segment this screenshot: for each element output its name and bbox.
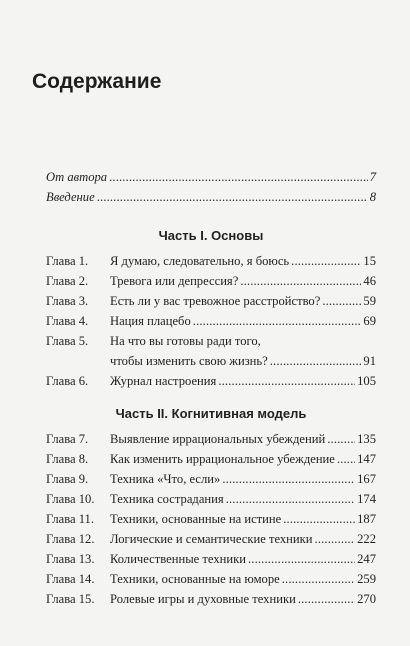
chapter-title: Техника сострадания bbox=[110, 492, 224, 506]
toc-entry-chapter-8[interactable] bbox=[46, 452, 376, 467]
chapter-title: Журнал настроения bbox=[110, 374, 217, 388]
leader-dots bbox=[109, 170, 368, 185]
entry-title: Введение bbox=[46, 190, 95, 204]
leader-dots bbox=[283, 512, 355, 527]
toc-entry-chapter-14[interactable] bbox=[46, 572, 376, 587]
chapter-title: Логические и семантические техники bbox=[110, 532, 313, 546]
toc-entry-chapter-5-continued[interactable] bbox=[110, 354, 376, 369]
leader-dots bbox=[291, 254, 361, 269]
chapter-title: На что вы готовы ради того, bbox=[110, 334, 261, 348]
chapter-page: 46 bbox=[363, 274, 376, 288]
entry-page: 8 bbox=[369, 190, 376, 204]
chapter-title: Техники, основанные на истине bbox=[110, 512, 282, 526]
leader-dots bbox=[270, 354, 362, 369]
chapter-page: 69 bbox=[363, 314, 376, 328]
chapter-page: 105 bbox=[357, 374, 376, 388]
chapter-page: 59 bbox=[363, 294, 376, 308]
chapter-title: Выявление иррациональных убеждений bbox=[110, 432, 326, 446]
leader-dots bbox=[315, 532, 356, 547]
entry-page: 7 bbox=[369, 170, 376, 184]
leader-dots bbox=[322, 294, 361, 309]
chapter-title: Как изменить иррациональное убеждение bbox=[110, 452, 335, 466]
chapter-page: 270 bbox=[357, 592, 376, 606]
chapter-page: 167 bbox=[357, 472, 376, 486]
chapter-label: Глава 4. bbox=[46, 314, 89, 328]
chapter-label: Глава 2. bbox=[46, 274, 89, 288]
chapter-label: Глава 9. bbox=[46, 472, 89, 486]
chapter-label: Глава 13. bbox=[46, 552, 95, 566]
leader-dots bbox=[222, 472, 355, 487]
leader-dots bbox=[282, 572, 355, 587]
toc-entry-chapter-11[interactable] bbox=[46, 512, 376, 527]
toc-entry-chapter-4[interactable] bbox=[46, 314, 376, 329]
chapter-title: Есть ли у вас тревожное расстройство? bbox=[110, 294, 321, 308]
leader-dots bbox=[97, 190, 368, 205]
toc-entry-author[interactable] bbox=[46, 170, 376, 185]
chapter-title: Я думаю, следовательно, я боюсь bbox=[110, 254, 290, 268]
chapter-label: Глава 1. bbox=[46, 254, 89, 268]
chapter-title-line-2: чтобы изменить свою жизнь? bbox=[110, 354, 268, 368]
chapter-title: Техника «Что, если» bbox=[110, 472, 221, 486]
toc-entry-chapter-10[interactable] bbox=[46, 492, 376, 507]
chapter-page: 147 bbox=[357, 452, 376, 466]
toc-entry-intro[interactable] bbox=[46, 190, 376, 205]
chapter-title: Ролевые игры и духовные техники bbox=[110, 592, 296, 606]
toc-entry-chapter-5[interactable] bbox=[46, 334, 376, 349]
leader-dots bbox=[193, 314, 362, 329]
toc-entry-chapter-7[interactable] bbox=[46, 432, 376, 447]
toc-entry-chapter-12[interactable] bbox=[46, 532, 376, 547]
toc-entry-chapter-13[interactable] bbox=[46, 552, 376, 567]
part-2-heading: Часть II. Когнитивная модель bbox=[115, 406, 307, 421]
chapter-title: Количественные техники bbox=[110, 552, 246, 566]
chapter-label: Глава 8. bbox=[46, 452, 89, 466]
chapter-page: 174 bbox=[357, 492, 376, 506]
chapter-page: 135 bbox=[357, 432, 376, 446]
toc-entry-chapter-1[interactable] bbox=[46, 254, 376, 269]
toc-entry-chapter-2[interactable] bbox=[46, 274, 376, 289]
leader-dots bbox=[226, 492, 355, 507]
part-1-heading: Часть I. Основы bbox=[158, 228, 264, 243]
toc-entry-chapter-15[interactable] bbox=[46, 592, 376, 607]
leader-dots bbox=[218, 374, 355, 389]
chapter-page: 187 bbox=[357, 512, 376, 526]
chapter-label: Глава 6. bbox=[46, 374, 89, 388]
toc-entry-chapter-3[interactable] bbox=[46, 294, 376, 309]
chapter-page: 247 bbox=[357, 552, 376, 566]
chapter-page: 222 bbox=[357, 532, 376, 546]
chapter-label: Глава 7. bbox=[46, 432, 89, 446]
chapter-title: Нация плацебо bbox=[110, 314, 191, 328]
entry-title: От автора bbox=[46, 170, 108, 184]
chapter-label: Глава 15. bbox=[46, 592, 95, 606]
chapter-page: 259 bbox=[357, 572, 376, 586]
chapter-label: Глава 5. bbox=[46, 334, 89, 348]
chapter-page: 91 bbox=[363, 354, 376, 368]
leader-dots bbox=[240, 274, 361, 289]
toc-entry-chapter-9[interactable] bbox=[46, 472, 376, 487]
chapter-label: Глава 3. bbox=[46, 294, 89, 308]
chapter-title: Техники, основанные на юморе bbox=[110, 572, 280, 586]
chapter-page: 15 bbox=[363, 254, 376, 268]
chapter-title: Тревога или депрессия? bbox=[110, 274, 239, 288]
toc-entry-chapter-6[interactable] bbox=[46, 374, 376, 389]
leader-dots bbox=[298, 592, 355, 607]
leader-dots bbox=[327, 432, 355, 447]
page-title: Содержание bbox=[32, 70, 162, 93]
chapter-label: Глава 12. bbox=[46, 532, 95, 546]
leader-dots bbox=[248, 552, 355, 567]
chapter-label: Глава 11. bbox=[46, 512, 95, 526]
leader-dots bbox=[337, 452, 355, 467]
chapter-label: Глава 10. bbox=[46, 492, 95, 506]
chapter-label: Глава 14. bbox=[46, 572, 95, 586]
